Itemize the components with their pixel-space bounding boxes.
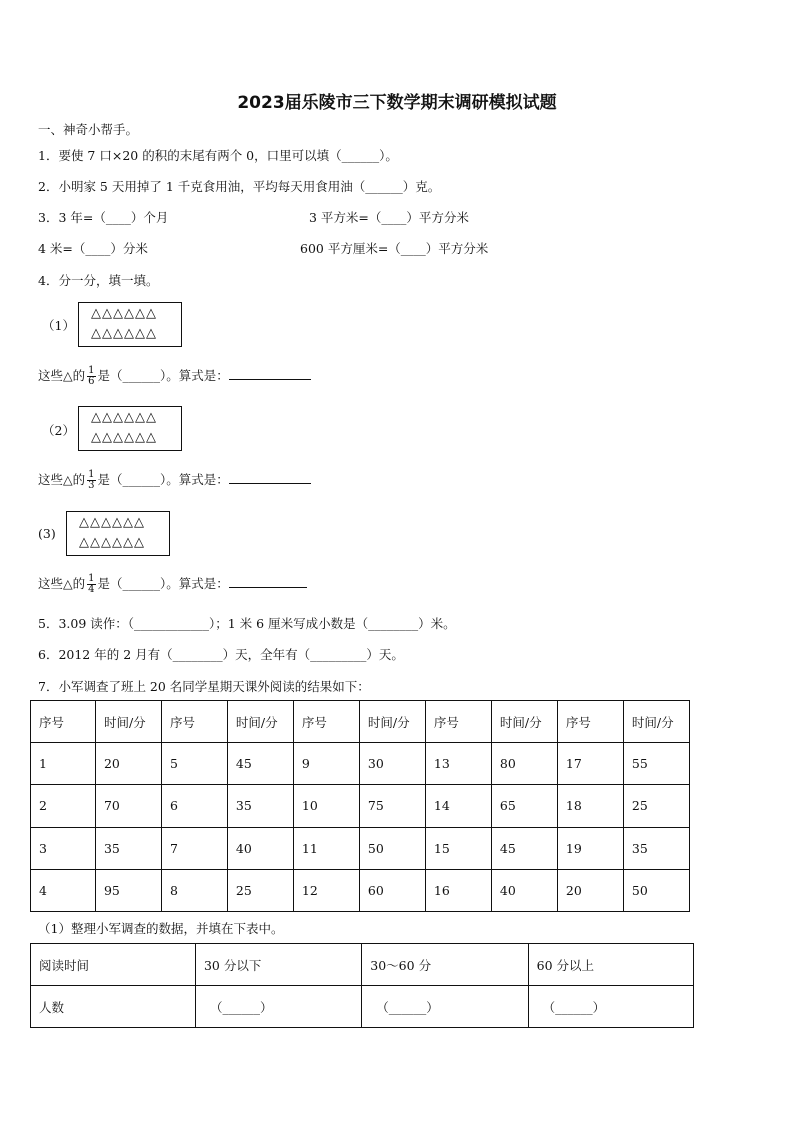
table-cell: 40 [491,869,557,911]
triangle-box-3 [66,511,170,556]
summary-answer-cell[interactable]: （______） [195,986,361,1028]
fraction: $\frac{1}{4}$ [88,573,95,595]
table-cell: 25 [623,785,689,827]
table-row [31,869,690,911]
q4-answer-3: 这些△的 $\frac{1}{4}$ 是（______）。算式是： [38,574,307,595]
table-cell: 45 [227,743,293,785]
q4-label-2: （2） [42,423,75,438]
header-cell: 时间/分 [491,701,557,743]
q4-label-1: （1） [42,318,75,333]
table-header-row [31,701,690,743]
question-3c: 4 米=（____）分米 [38,241,148,256]
question-7-sub1: （1）整理小军调查的数据，并填在下表中。 [38,921,284,936]
q4-label-3: (3) [38,526,56,541]
triangle-row: △△△△△△ [79,515,145,530]
table-cell: 40 [227,827,293,869]
table-cell: 5 [161,743,227,785]
table-cell: 55 [623,743,689,785]
summary-header-cell: 阅读时间 [31,944,196,986]
table-cell: 14 [425,785,491,827]
table-cell: 16 [425,869,491,911]
header-cell: 序号 [31,701,96,743]
table-cell: 65 [491,785,557,827]
reading-data-table [30,700,690,912]
table-cell: 20 [95,743,161,785]
triangle-row: △△△△△△ [91,326,157,341]
question-3a: 3．3 年=（____）个月 [38,210,169,225]
table-cell: 4 [31,869,96,911]
summary-header-cell: 60 分以上 [528,944,693,986]
question-7-title: 7．小军调查了班上 20 名同学星期天课外阅读的结果如下： [38,679,370,694]
header-cell: 时间/分 [227,701,293,743]
header-cell: 时间/分 [95,701,161,743]
table-cell: 11 [293,827,359,869]
table-cell: 60 [359,869,425,911]
table-row [31,743,690,785]
summary-label-cell: 人数 [31,986,196,1028]
page-title: 2023届乐陵市三下数学期末调研模拟试题 [237,93,557,113]
fraction: $\frac{1}{3}$ [88,469,95,491]
answer-line[interactable] [229,367,311,380]
table-cell: 70 [95,785,161,827]
table-cell: 6 [161,785,227,827]
question-3d: 600 平方厘米=（____）平方分米 [300,241,489,256]
table-cell: 7 [161,827,227,869]
question-6: 6．2012 年的 2 月有（________）天，全年有（_________）天。 [38,647,404,662]
triangle-row: △△△△△△ [91,410,157,425]
table-cell: 20 [557,869,623,911]
table-cell: 18 [557,785,623,827]
q4-answer-1: 这些△的 $\frac{1}{6}$ 是（______）。算式是： [38,366,311,387]
section-heading: 一、神奇小帮手。 [38,122,139,137]
summary-header-cell: 30 分以下 [195,944,361,986]
header-cell: 时间/分 [623,701,689,743]
table-cell: 45 [491,827,557,869]
table-cell: 75 [359,785,425,827]
table-cell: 8 [161,869,227,911]
table-cell: 50 [623,869,689,911]
q4-answer-2: 这些△的 $\frac{1}{3}$ 是（______）。算式是： [38,470,311,491]
answer-line[interactable] [229,575,307,588]
table-cell: 15 [425,827,491,869]
table-cell: 95 [95,869,161,911]
table-cell: 9 [293,743,359,785]
summary-header-row [31,944,694,986]
table-row [31,827,690,869]
question-4-title: 4．分一分，填一填。 [38,273,159,288]
table-cell: 13 [425,743,491,785]
table-cell: 3 [31,827,96,869]
table-cell: 80 [491,743,557,785]
question-2: 2．小明家 5 天用掉了 1 千克食用油，平均每天用食用油（______）克。 [38,179,441,194]
summary-answer-cell[interactable]: （______） [528,986,693,1028]
triangle-row: △△△△△△ [91,430,157,445]
fraction: $\frac{1}{6}$ [88,365,95,387]
question-1: 1．要使 7 口×20 的积的末尾有两个 0，口里可以填（______）。 [38,148,398,163]
summary-table [30,943,694,1028]
triangle-box-2 [78,406,182,451]
question-5: 5．3.09 读作：（____________）；1 米 6 厘米写成小数是（________）米。 [38,616,456,631]
triangle-row: △△△△△△ [91,306,157,321]
table-cell: 17 [557,743,623,785]
table-cell: 30 [359,743,425,785]
table-row [31,785,690,827]
table-cell: 2 [31,785,96,827]
table-cell: 35 [95,827,161,869]
table-cell: 1 [31,743,96,785]
header-cell: 序号 [425,701,491,743]
summary-header-cell: 30～60 分 [362,944,528,986]
header-cell: 序号 [161,701,227,743]
header-cell: 序号 [293,701,359,743]
table-cell: 35 [227,785,293,827]
table-cell: 19 [557,827,623,869]
summary-answer-cell[interactable]: （______） [362,986,528,1028]
triangle-box-1 [78,302,182,347]
question-3b: 3 平方米=（____）平方分米 [309,210,469,225]
triangle-row: △△△△△△ [79,535,145,550]
table-cell: 12 [293,869,359,911]
summary-row [31,986,694,1028]
table-cell: 50 [359,827,425,869]
header-cell: 时间/分 [359,701,425,743]
answer-line[interactable] [229,471,311,484]
table-cell: 25 [227,869,293,911]
table-cell: 10 [293,785,359,827]
table-cell: 35 [623,827,689,869]
header-cell: 序号 [557,701,623,743]
